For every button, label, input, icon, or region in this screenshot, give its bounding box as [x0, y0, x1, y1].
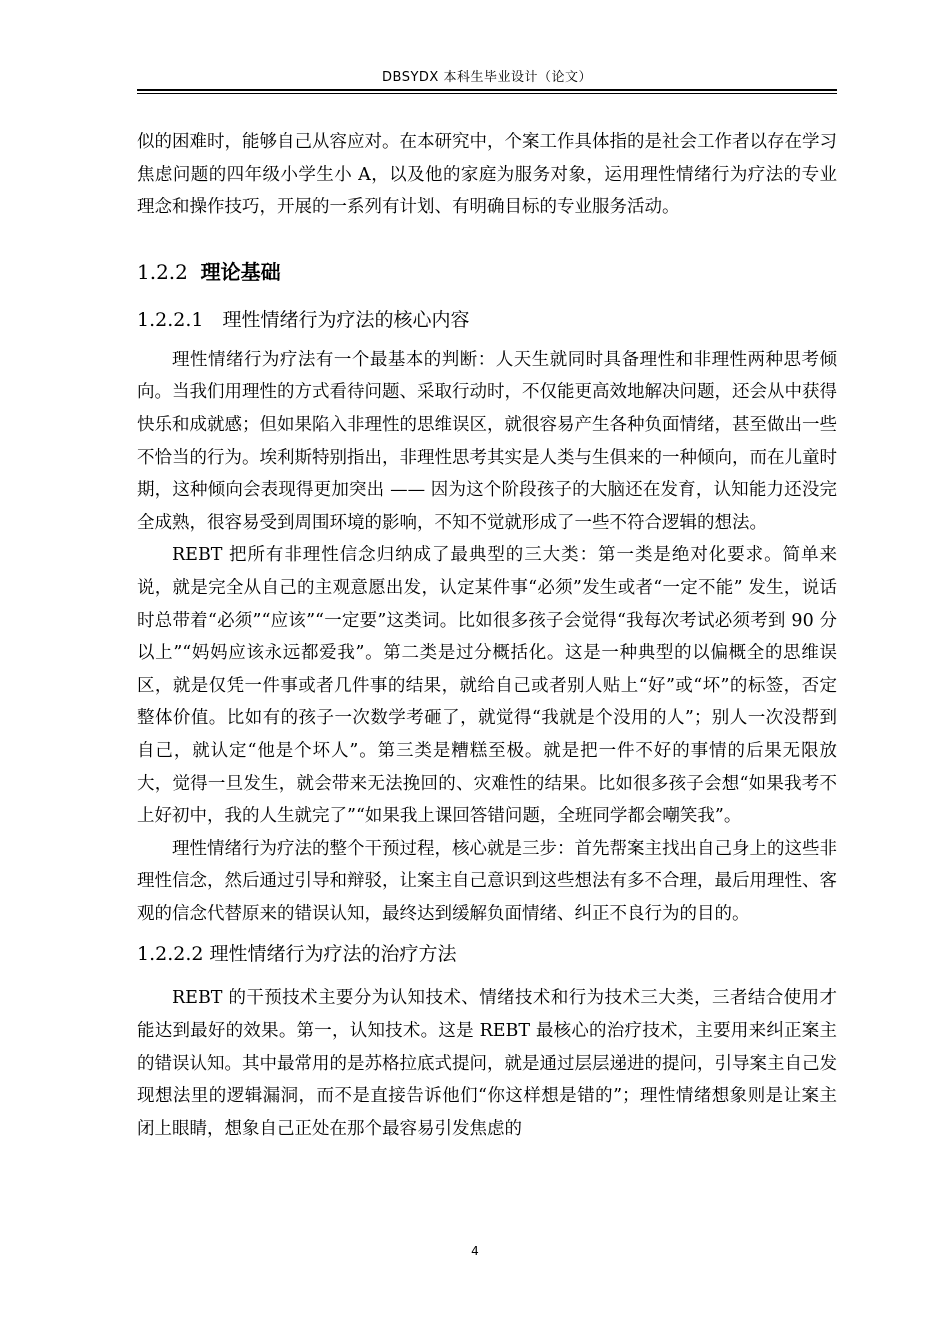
- subsection-heading-1-2-2-2: 1.2.2.2 理性情绪行为疗法的治疗方法: [137, 943, 457, 966]
- paragraph: 理性情绪行为疗法有一个最基本的判断：人天生就同时具备理性和非理性两种思考倾向。当我们用理性的方式看待问题、采取行动时，不仅能更高效地解决问题，还会从中获得快乐和成就感；但如果陷入非理性的思维误区，就很容易产生各种负面情绪，甚至做出一些不恰当的行为。埃利斯特别指出，非理性思考其实是人类与生俱来的一种倾向，而在儿童时期，这种倾向会表现得更加突出 —— 因为这个阶段孩子的大脑还在发育，认知能力还没完全成熟，很容易受到周围环境的影响，不知不觉就形成了一些不符合逻辑的想法。: [137, 349, 837, 533]
- page-body: [137, 126, 837, 1145]
- section-title: 理论基础: [200, 259, 281, 284]
- paragraph: REBT 的干预技术主要分为认知技术、情绪技术和行为技术三大类，三者结合使用才能达到最好的效果。第一，认知技术。这是 REBT 最核心的治疗技术，主要用来纠正案主的错误认知。其中最常用的是苏格拉底式提问，就是通过层层递进的提问，引导案主自己发现想法里的逻辑漏洞，而不是直接告诉他们“你这样想是错的”；理性情绪想象则是让案主闭上眼睛，想象自己正处在那个最容易引发焦虑的: [137, 988, 837, 1139]
- running-header: DBSYDX 本科生毕业设计（论文）: [382, 70, 592, 85]
- page-number: 4: [471, 1244, 479, 1258]
- section-heading-1-2-2: [137, 258, 837, 286]
- paragraph-continued: 似的困难时，能够自己从容应对。在本研究中，个案工作具体指的是社会工作者以存在学习焦虑问题的四年级小学生小 A，以及他的家庭为服务对象，运用理性情绪行为疗法的专业理念和操作技巧，开展的一系列有计划、有明确目标的专业服务活动。: [137, 132, 837, 218]
- paragraph: REBT 把所有非理性信念归纳成了最典型的三大类：第一类是绝对化要求。简单来说，就是完全从自己的主观意愿出发，认定某件事“必须”发生或者“一定不能” 发生，说话时总带着“必须”“应该”“一定要”这类词。比如很多孩子会觉得“我每次考试必须考到 90 分以上”“妈妈应该永远都爱我”。第二类是过分概括化。这是一种典型的以偏概全的思维误区，就是仅凭一件事或者几件事的结果，就给自己或者别人贴上“好”或“坏”的标签，否定整体价值。比如有的孩子一次数学考砸了，就觉得“我就是个没用的人”；别人一次没帮到自己，就认定“他是个坏人”。第三类是糟糕至极。就是把一件不好的事情的后果无限放大，觉得一旦发生，就会带来无法挽回的、灾难性的结果。比如很多孩子会想“如果我考不上好初中，我的人生就完了”“如果我上课回答错问题，全班同学都会嘲笑我”。: [137, 545, 837, 827]
- header-rule-thin: [137, 93, 837, 94]
- header-rule-thick: [137, 89, 837, 91]
- paragraph: 理性情绪行为疗法的整个干预过程，核心就是三步：首先帮案主找出自己身上的这些非理性信念，然后通过引导和辩驳，让案主自己意识到这些想法有多不合理，最后用理性、客观的信念代替原来的错误认知，最终达到缓解负面情绪、纠正不良行为的目的。: [137, 838, 837, 924]
- section-number: 1.2.2: [137, 259, 188, 284]
- subsection-heading-1-2-2-1: 1.2.2.1 理性情绪行为疗法的核心内容: [137, 308, 470, 331]
